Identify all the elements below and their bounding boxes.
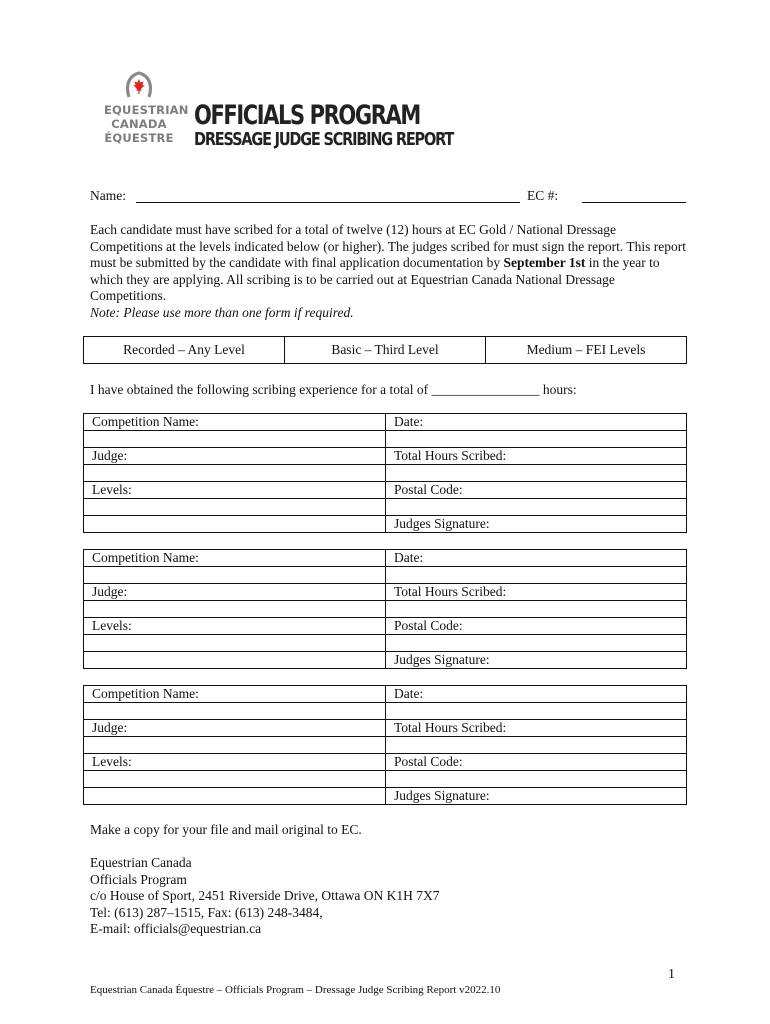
levels-table: [83, 336, 687, 364]
logo-text-line2: CANADA: [111, 117, 167, 131]
ec-number-label: EC #:: [527, 188, 559, 203]
name-ec-row: [90, 188, 690, 208]
levels-input[interactable]: [84, 499, 386, 516]
judges-signature-field[interactable]: Judges Signature:: [386, 788, 687, 805]
name-label: Name:: [90, 188, 126, 203]
judge-input[interactable]: [84, 465, 386, 482]
mailing-address: [90, 855, 439, 938]
address-line-street: c/o House of Sport, 2451 Riverside Drive, Ottawa ON K1H 7X7: [90, 888, 440, 903]
total-hours-input[interactable]: [386, 465, 687, 482]
name-field[interactable]: [136, 202, 520, 203]
competition-name-field[interactable]: Competition Name:: [84, 686, 386, 703]
note-text: Note: Please use more than one form if required.: [90, 304, 354, 320]
postal-code-field[interactable]: Postal Code:: [386, 618, 687, 635]
mail-instruction: Make a copy for your file and mail original to EC.: [90, 822, 362, 837]
date-input[interactable]: [386, 567, 687, 584]
total-hours-field[interactable]: Total Hours Scribed:: [386, 584, 687, 601]
levels-input-extra[interactable]: [84, 788, 386, 805]
competition-name-input[interactable]: [84, 431, 386, 448]
total-hours-field[interactable]: Total Hours Scribed:: [386, 720, 687, 737]
address-line-email: E-mail: officials@equestrian.ca: [90, 921, 262, 936]
judge-input[interactable]: [84, 737, 386, 754]
postal-code-input[interactable]: [386, 499, 687, 516]
competition-name-field[interactable]: Competition Name:: [84, 550, 386, 567]
footer-text: Equestrian Canada Équestre – Officials Program – Dressage Judge Scribing Report v2022.10: [90, 984, 501, 996]
levels-input-extra[interactable]: [84, 652, 386, 669]
address-line-org: Equestrian Canada: [90, 855, 192, 870]
instructions-text-1: Each candidate must have scribed for a total of twelve (12) hours at EC Gold / National Dressage Competitions at the levels indicated below (or higher). The judges scribed for must sign the report. This report must be submitted by the candidate with final application documentation by: [90, 222, 686, 270]
postal-code-input[interactable]: [386, 635, 687, 652]
deadline-date: September 1st: [503, 255, 586, 270]
date-field[interactable]: Date:: [386, 414, 687, 431]
page-subtitle: DRESSAGE JUDGE SCRIBING REPORT: [194, 130, 454, 150]
judges-signature-field[interactable]: Judges Signature:: [386, 516, 687, 533]
address-line-program: Officials Program: [90, 871, 187, 887]
page-title: OFFICIALS PROGRAM: [194, 100, 420, 130]
judge-field[interactable]: Judge:: [84, 584, 386, 601]
postal-code-field[interactable]: Postal Code:: [386, 754, 687, 771]
judges-signature-field[interactable]: Judges Signature:: [386, 652, 687, 669]
total-hours-field[interactable]: Total Hours Scribed:: [386, 448, 687, 465]
total-hours-input[interactable]: [386, 601, 687, 618]
address-line-phone: Tel: (613) 287–1515, Fax: (613) 248-3484,: [90, 904, 323, 920]
total-hours-input[interactable]: [386, 737, 687, 754]
date-field[interactable]: Date:: [386, 550, 687, 567]
competition-block-1: [83, 413, 687, 533]
page-number: 1: [668, 967, 675, 982]
level-recorded: Recorded – Any Level: [123, 342, 245, 357]
logo-text-line1: EQUESTRIAN: [104, 103, 189, 117]
date-input[interactable]: [386, 703, 687, 720]
ec-number-field[interactable]: [582, 202, 686, 203]
date-input[interactable]: [386, 431, 687, 448]
postal-code-input[interactable]: [386, 771, 687, 788]
levels-input-extra[interactable]: [84, 516, 386, 533]
experience-statement: I have obtained the following scribing experience for a total of ________________ hours:: [90, 382, 577, 397]
logo-text-line3: ÉQUESTRE: [104, 131, 174, 145]
horseshoe-maple-leaf-icon: [124, 70, 154, 100]
level-basic-third: Basic – Third Level: [284, 337, 485, 363]
judge-field[interactable]: Judge:: [84, 720, 386, 737]
levels-input[interactable]: [84, 771, 386, 788]
levels-field[interactable]: Levels:: [84, 754, 386, 771]
competition-name-field[interactable]: Competition Name:: [84, 414, 386, 431]
instructions-paragraph: [90, 222, 690, 321]
judge-field[interactable]: Judge:: [84, 448, 386, 465]
judge-input[interactable]: [84, 601, 386, 618]
competition-block-3: [83, 685, 687, 805]
equestrian-canada-logo: [104, 70, 189, 160]
levels-input[interactable]: [84, 635, 386, 652]
competition-block-2: [83, 549, 687, 669]
level-medium-fei: Medium – FEI Levels: [485, 337, 686, 363]
postal-code-field[interactable]: Postal Code:: [386, 482, 687, 499]
competition-name-input[interactable]: [84, 703, 386, 720]
date-field[interactable]: Date:: [386, 686, 687, 703]
levels-field[interactable]: Levels:: [84, 618, 386, 635]
competition-name-input[interactable]: [84, 567, 386, 584]
instructions-text-2: in the year to which they are applying. All scribing is to be carried out at Equestrian Canada National Dressage Competitions.: [90, 255, 660, 303]
levels-field[interactable]: Levels:: [84, 482, 386, 499]
